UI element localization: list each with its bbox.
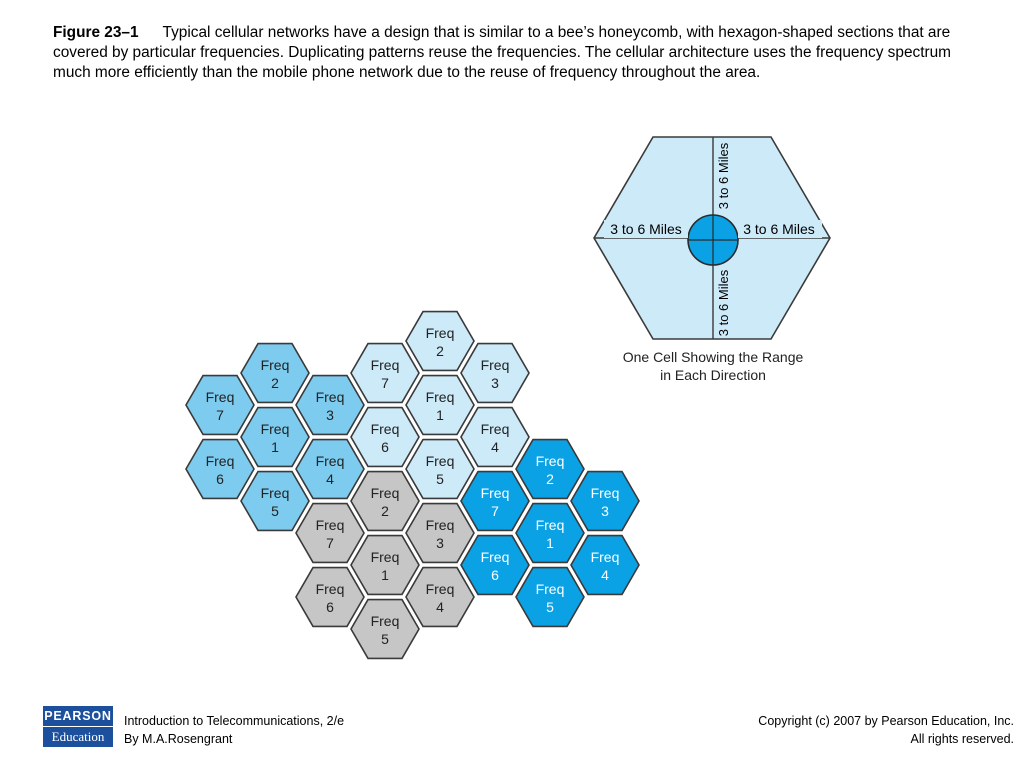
hex-cell-shape <box>351 536 419 595</box>
hex-cell-number: 7 <box>326 535 334 551</box>
caption-text: Typical cellular networks have a design that is similar to a bee’s honeycomb, with hexagon-shaped sections that are covered by particular frequencies. Duplicating patterns reuse the frequencies. The cellular architecture uses the frequency spectrum much more efficiently than the mobile phone network due to the reuse of frequency throughout the area. <box>53 24 951 81</box>
hex-cell-label: Freq <box>315 517 345 533</box>
hex-cell-label: Freq <box>370 357 400 373</box>
hex-cell-label: Freq <box>480 421 510 437</box>
hex-cell-label: Freq <box>535 517 565 533</box>
hex-cell <box>186 376 254 435</box>
hex-cell <box>461 536 529 595</box>
honeycomb-grid <box>186 312 639 659</box>
hex-cell-label: Freq <box>425 389 455 405</box>
hex-cell-number: 1 <box>546 535 554 551</box>
hex-cell-shape <box>406 568 474 627</box>
hex-cell-shape <box>186 440 254 499</box>
book-author: By M.A.Rosengrant <box>124 732 233 746</box>
hex-cell <box>516 440 584 499</box>
hex-cell-shape <box>406 504 474 563</box>
hex-cell-number: 7 <box>216 407 224 423</box>
hex-cell <box>241 344 309 403</box>
hex-cell <box>406 568 474 627</box>
hex-cell-shape <box>461 472 529 531</box>
hex-cell-label: Freq <box>315 453 345 469</box>
hex-cell-label: Freq <box>480 357 510 373</box>
hex-cell <box>241 408 309 467</box>
hex-cell <box>461 472 529 531</box>
hex-cell <box>296 504 364 563</box>
hex-cell-label: Freq <box>590 485 620 501</box>
hex-cell-number: 1 <box>381 567 389 583</box>
cluster-pale-blue <box>351 312 529 499</box>
hex-cell-shape <box>296 568 364 627</box>
figure-label: Figure 23–1 <box>53 24 139 41</box>
hex-cell <box>351 536 419 595</box>
cluster-bright-blue <box>461 440 639 627</box>
hex-cell <box>406 504 474 563</box>
hex-cell <box>296 440 364 499</box>
hex-cell-shape <box>296 504 364 563</box>
hex-cell-label: Freq <box>315 389 345 405</box>
hex-cell-shape <box>461 536 529 595</box>
hex-cell <box>296 568 364 627</box>
hex-cell-label: Freq <box>260 485 290 501</box>
hex-cell-label: Freq <box>205 389 235 405</box>
hex-cell-shape <box>461 408 529 467</box>
hex-cell-shape <box>571 536 639 595</box>
hex-cell-shape <box>241 472 309 531</box>
hex-cell-number: 7 <box>491 503 499 519</box>
hex-cell-label: Freq <box>480 549 510 565</box>
footer-copyright <box>758 712 1014 748</box>
hex-cell <box>186 440 254 499</box>
hex-cell-shape <box>351 600 419 659</box>
hex-cell <box>516 504 584 563</box>
hex-cell-number: 6 <box>216 471 224 487</box>
hex-cell <box>351 344 419 403</box>
hex-cell <box>406 312 474 371</box>
hex-cell-number: 2 <box>436 343 444 359</box>
hex-cell-shape <box>516 568 584 627</box>
hex-cell-number: 4 <box>601 567 609 583</box>
hex-cell-shape <box>351 472 419 531</box>
hex-cell-number: 5 <box>436 471 444 487</box>
hex-cell-label: Freq <box>425 517 455 533</box>
hex-cell-number: 6 <box>491 567 499 583</box>
hex-cell <box>461 344 529 403</box>
hex-cell-number: 6 <box>381 439 389 455</box>
hex-cell <box>571 536 639 595</box>
hex-cell-label: Freq <box>370 613 400 629</box>
copyright-text: Copyright (c) 2007 by Pearson Education, Inc. <box>758 714 1014 728</box>
hex-cell-label: Freq <box>205 453 235 469</box>
hex-cell-label: Freq <box>535 453 565 469</box>
rights-text: All rights reserved. <box>910 732 1014 746</box>
hex-cell <box>241 472 309 531</box>
hex-cell <box>351 408 419 467</box>
hex-cell-label: Freq <box>370 421 400 437</box>
single-cell-detail <box>594 137 830 383</box>
hex-cell-number: 3 <box>491 375 499 391</box>
hex-cell-label: Freq <box>425 325 455 341</box>
hex-cell-label: Freq <box>425 453 455 469</box>
hex-cell-shape <box>296 376 364 435</box>
hex-cell-shape <box>186 376 254 435</box>
hex-cell <box>461 408 529 467</box>
hex-cell-shape <box>516 440 584 499</box>
hex-cell-shape <box>406 440 474 499</box>
hex-cell-shape <box>241 408 309 467</box>
hex-cell-number: 3 <box>326 407 334 423</box>
hex-cell-number: 2 <box>271 375 279 391</box>
hex-cell-shape <box>516 504 584 563</box>
hex-cell <box>406 440 474 499</box>
footer-book-info <box>124 712 344 748</box>
hex-cell-number: 7 <box>381 375 389 391</box>
hex-cell-number: 3 <box>601 503 609 519</box>
hex-cell-number: 4 <box>491 439 499 455</box>
hex-cell-shape <box>406 312 474 371</box>
hex-cell <box>296 376 364 435</box>
hex-cell-number: 6 <box>326 599 334 615</box>
hex-cell-number: 3 <box>436 535 444 551</box>
hex-cell <box>351 600 419 659</box>
hex-cell-shape <box>571 472 639 531</box>
hex-cell-label: Freq <box>370 549 400 565</box>
hex-cell-number: 1 <box>271 439 279 455</box>
hex-cell-number: 1 <box>436 407 444 423</box>
hex-cell <box>516 568 584 627</box>
hex-cell-shape <box>461 344 529 403</box>
hex-cell-label: Freq <box>425 581 455 597</box>
hex-cell-number: 5 <box>546 599 554 615</box>
range-label-top: 3 to 6 Miles <box>716 142 731 210</box>
hex-cell <box>571 472 639 531</box>
hex-cell-label: Freq <box>535 581 565 597</box>
hex-cell-shape <box>351 344 419 403</box>
range-label-left: 3 to 6 Miles <box>610 221 682 237</box>
hex-cell-shape <box>351 408 419 467</box>
hex-cell-label: Freq <box>315 581 345 597</box>
hex-cell-number: 5 <box>381 631 389 647</box>
hex-cell-number: 4 <box>436 599 444 615</box>
hex-cell-label: Freq <box>370 485 400 501</box>
range-label-right: 3 to 6 Miles <box>743 221 815 237</box>
cluster-light-blue <box>186 344 364 531</box>
book-title: Introduction to Telecommunications, 2/e <box>124 714 345 728</box>
hex-cell <box>351 472 419 531</box>
detail-caption-line2: in Each Direction <box>660 367 766 383</box>
cluster-gray <box>296 472 474 659</box>
hex-cell-shape <box>241 344 309 403</box>
pearson-education-logo: PEARSON Education <box>43 706 113 747</box>
hex-cell <box>406 376 474 435</box>
range-label-bottom: 3 to 6 Miles <box>716 269 731 337</box>
detail-caption-line1: One Cell Showing the Range <box>622 349 804 365</box>
hex-cell-label: Freq <box>590 549 620 565</box>
hex-cell-shape <box>406 376 474 435</box>
hex-cell-number: 2 <box>546 471 554 487</box>
hex-cell-label: Freq <box>260 357 290 373</box>
hex-cell-label: Freq <box>260 421 290 437</box>
hex-cell-number: 5 <box>271 503 279 519</box>
hex-cell-number: 4 <box>326 471 334 487</box>
hex-cell-number: 2 <box>381 503 389 519</box>
hex-cell-label: Freq <box>480 485 510 501</box>
hex-cell-shape <box>296 440 364 499</box>
